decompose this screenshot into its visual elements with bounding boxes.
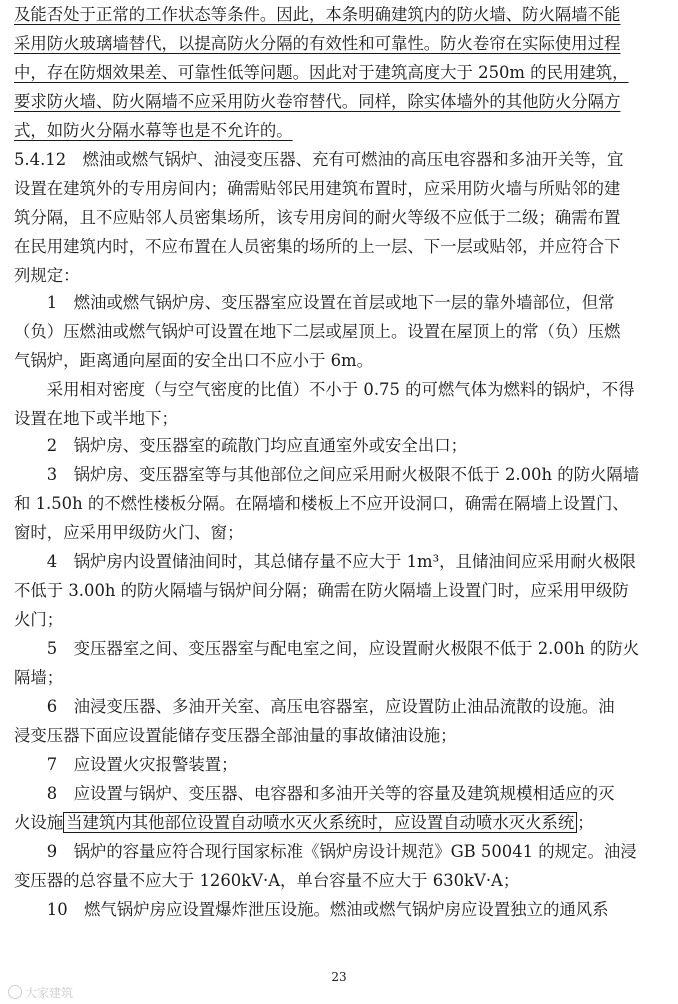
document-line (14, 149, 664, 171)
line-text: 中，存在防烟效果差、可靠性低等问题。因此对于建筑高度大于 250m 的民用建筑， (14, 63, 629, 82)
document-line (14, 379, 664, 401)
document-line (14, 493, 664, 515)
watermark-text: 大家建筑 (25, 986, 74, 1000)
document-line (14, 841, 664, 863)
document-line (14, 4, 664, 26)
line-text: 2 锅炉房、变压器室的疏散门均应直通室外或安全出口； (14, 436, 467, 455)
document-line (14, 292, 664, 314)
document-line (14, 265, 664, 287)
watermark (8, 984, 73, 1001)
document-line (14, 178, 664, 200)
document-line (14, 899, 664, 921)
document-line (14, 725, 664, 747)
line-text: 7 应设置火灾报警装置； (14, 755, 238, 774)
line-text: 浸变压器下面应设置能储存变压器全部油量的事故储油设施； (14, 726, 457, 745)
line-text: 采用防火玻璃墙替代，以提高防火分隔的有效性和可靠性。防火卷帘在实际使用过程 (14, 34, 621, 53)
page-number: 23 (331, 970, 347, 984)
line-text: 列规定： (14, 266, 80, 285)
document-line (14, 408, 664, 430)
document-line (14, 667, 664, 689)
document-line (14, 464, 664, 486)
line-text: 1 燃油或燃气锅炉房、变压器室应设置在首层或地下一层的靠外墙部位，但常 (14, 293, 615, 312)
boxed-revision-text: 当建筑内其他部位设置自动喷水灭火系统时，应设置自动喷水灭火系统 (63, 812, 577, 833)
line-text: 和 1.50h 的不燃性楼板分隔。在隔墙和楼板上不应开设洞口，确需在隔墙上设置门、 (14, 494, 629, 513)
document-line (14, 33, 664, 55)
watermark-logo-icon (8, 985, 22, 999)
document-line (14, 870, 664, 892)
line-text: 隔墙； (14, 668, 64, 687)
document-line (14, 435, 664, 457)
line-text: 式，如防火分隔水幕等也是不允许的。 (14, 121, 293, 140)
document-line (14, 812, 664, 834)
document-line (14, 580, 664, 602)
line-text: 变压器的总容量不应大于 1260kV·A，单台容量不应大于 630kV·A； (14, 871, 520, 890)
line-text: 火设施 (14, 813, 64, 832)
line-text: 3 锅炉房、变压器室等与其他部位之间应采用耐火极限不低于 2.00h 的防火隔墙 (14, 465, 640, 484)
line-text: 6 油浸变压器、多油开关室、高压电容器室，应设置防止油品流散的设施。油 (14, 697, 615, 716)
line-text: 不低于 3.00h 的防火隔墙与锅炉间分隔；确需在防火隔墙上设置门时，应采用甲级防 (14, 581, 629, 600)
line-text: 在民用建筑内时，不应布置在人员密集的场所的上一层、下一层或贴邻，并应符合下 (14, 237, 621, 256)
document-line (14, 551, 664, 573)
line-text: 窗时，应采用甲级防火门、窗； (14, 523, 244, 542)
line-text: 火门； (14, 610, 64, 629)
line-text: 设置在建筑外的专用房间内；确需贴邻民用建筑布置时，应采用防火墙与所贴邻的建 (14, 179, 621, 198)
line-text: 设置在地下或半地下； (14, 409, 178, 428)
line-text-after: ； (577, 813, 594, 832)
line-text: 要求防火墙、防火隔墙不应采用防火卷帘替代。同样，除实体墙外的其他防火分隔方 (14, 92, 621, 111)
line-text: 8 应设置与锅炉、变压器、电容器和多油开关等的容量及建筑规模相适应的灭 (14, 784, 615, 803)
line-text: 及能否处于正常的工作状态等条件。因此，本条明确建筑内的防火墙、防火隔墙不能 (14, 5, 621, 24)
document-line (14, 207, 664, 229)
document-line (14, 236, 664, 258)
line-text: （负）压燃油或燃气锅炉可设置在地下二层或屋顶上。设置在屋顶上的常（负）压燃 (14, 322, 621, 341)
document-line (14, 754, 664, 776)
line-text: 5 变压器室之间、变压器室与配电室之间，应设置耐火极限不低于 2.00h 的防火 (14, 639, 640, 658)
document-line (14, 91, 664, 113)
document-line (14, 638, 664, 660)
document-line (14, 522, 664, 544)
line-text: 9 锅炉的容量应符合现行国家标准《锅炉房设计规范》GB 50041 的规定。油浸 (14, 842, 637, 861)
document-line (14, 62, 664, 84)
line-text: 采用相对密度（与空气密度的比值）不小于 0.75 的可燃气体为燃料的锅炉，不得 (14, 380, 635, 399)
line-text: 10 燃气锅炉房应设置爆炸泄压设施。燃油或燃气锅炉房应设置独立的通风系 (14, 900, 609, 919)
document-line (14, 609, 664, 631)
line-text: 筑分隔，且不应贴邻人员密集场所，该专用房间的耐火等级不应低于二级；确需布置 (14, 208, 621, 227)
line-text: 4 锅炉房内设置储油间时，其总储存量不应大于 1m³，且储油间应采用耐火极限 (14, 552, 636, 571)
line-text: 气锅炉，距离通向屋面的安全出口不应小于 6m。 (14, 351, 373, 370)
document-line (14, 696, 664, 718)
line-text: 5.4.12 燃油或燃气锅炉、油浸变压器、充有可燃油的高压电容器和多油开关等，宜 (14, 150, 624, 169)
document-line (14, 321, 664, 343)
document-line (14, 783, 664, 805)
document-line (14, 350, 664, 372)
document-line (14, 120, 664, 142)
